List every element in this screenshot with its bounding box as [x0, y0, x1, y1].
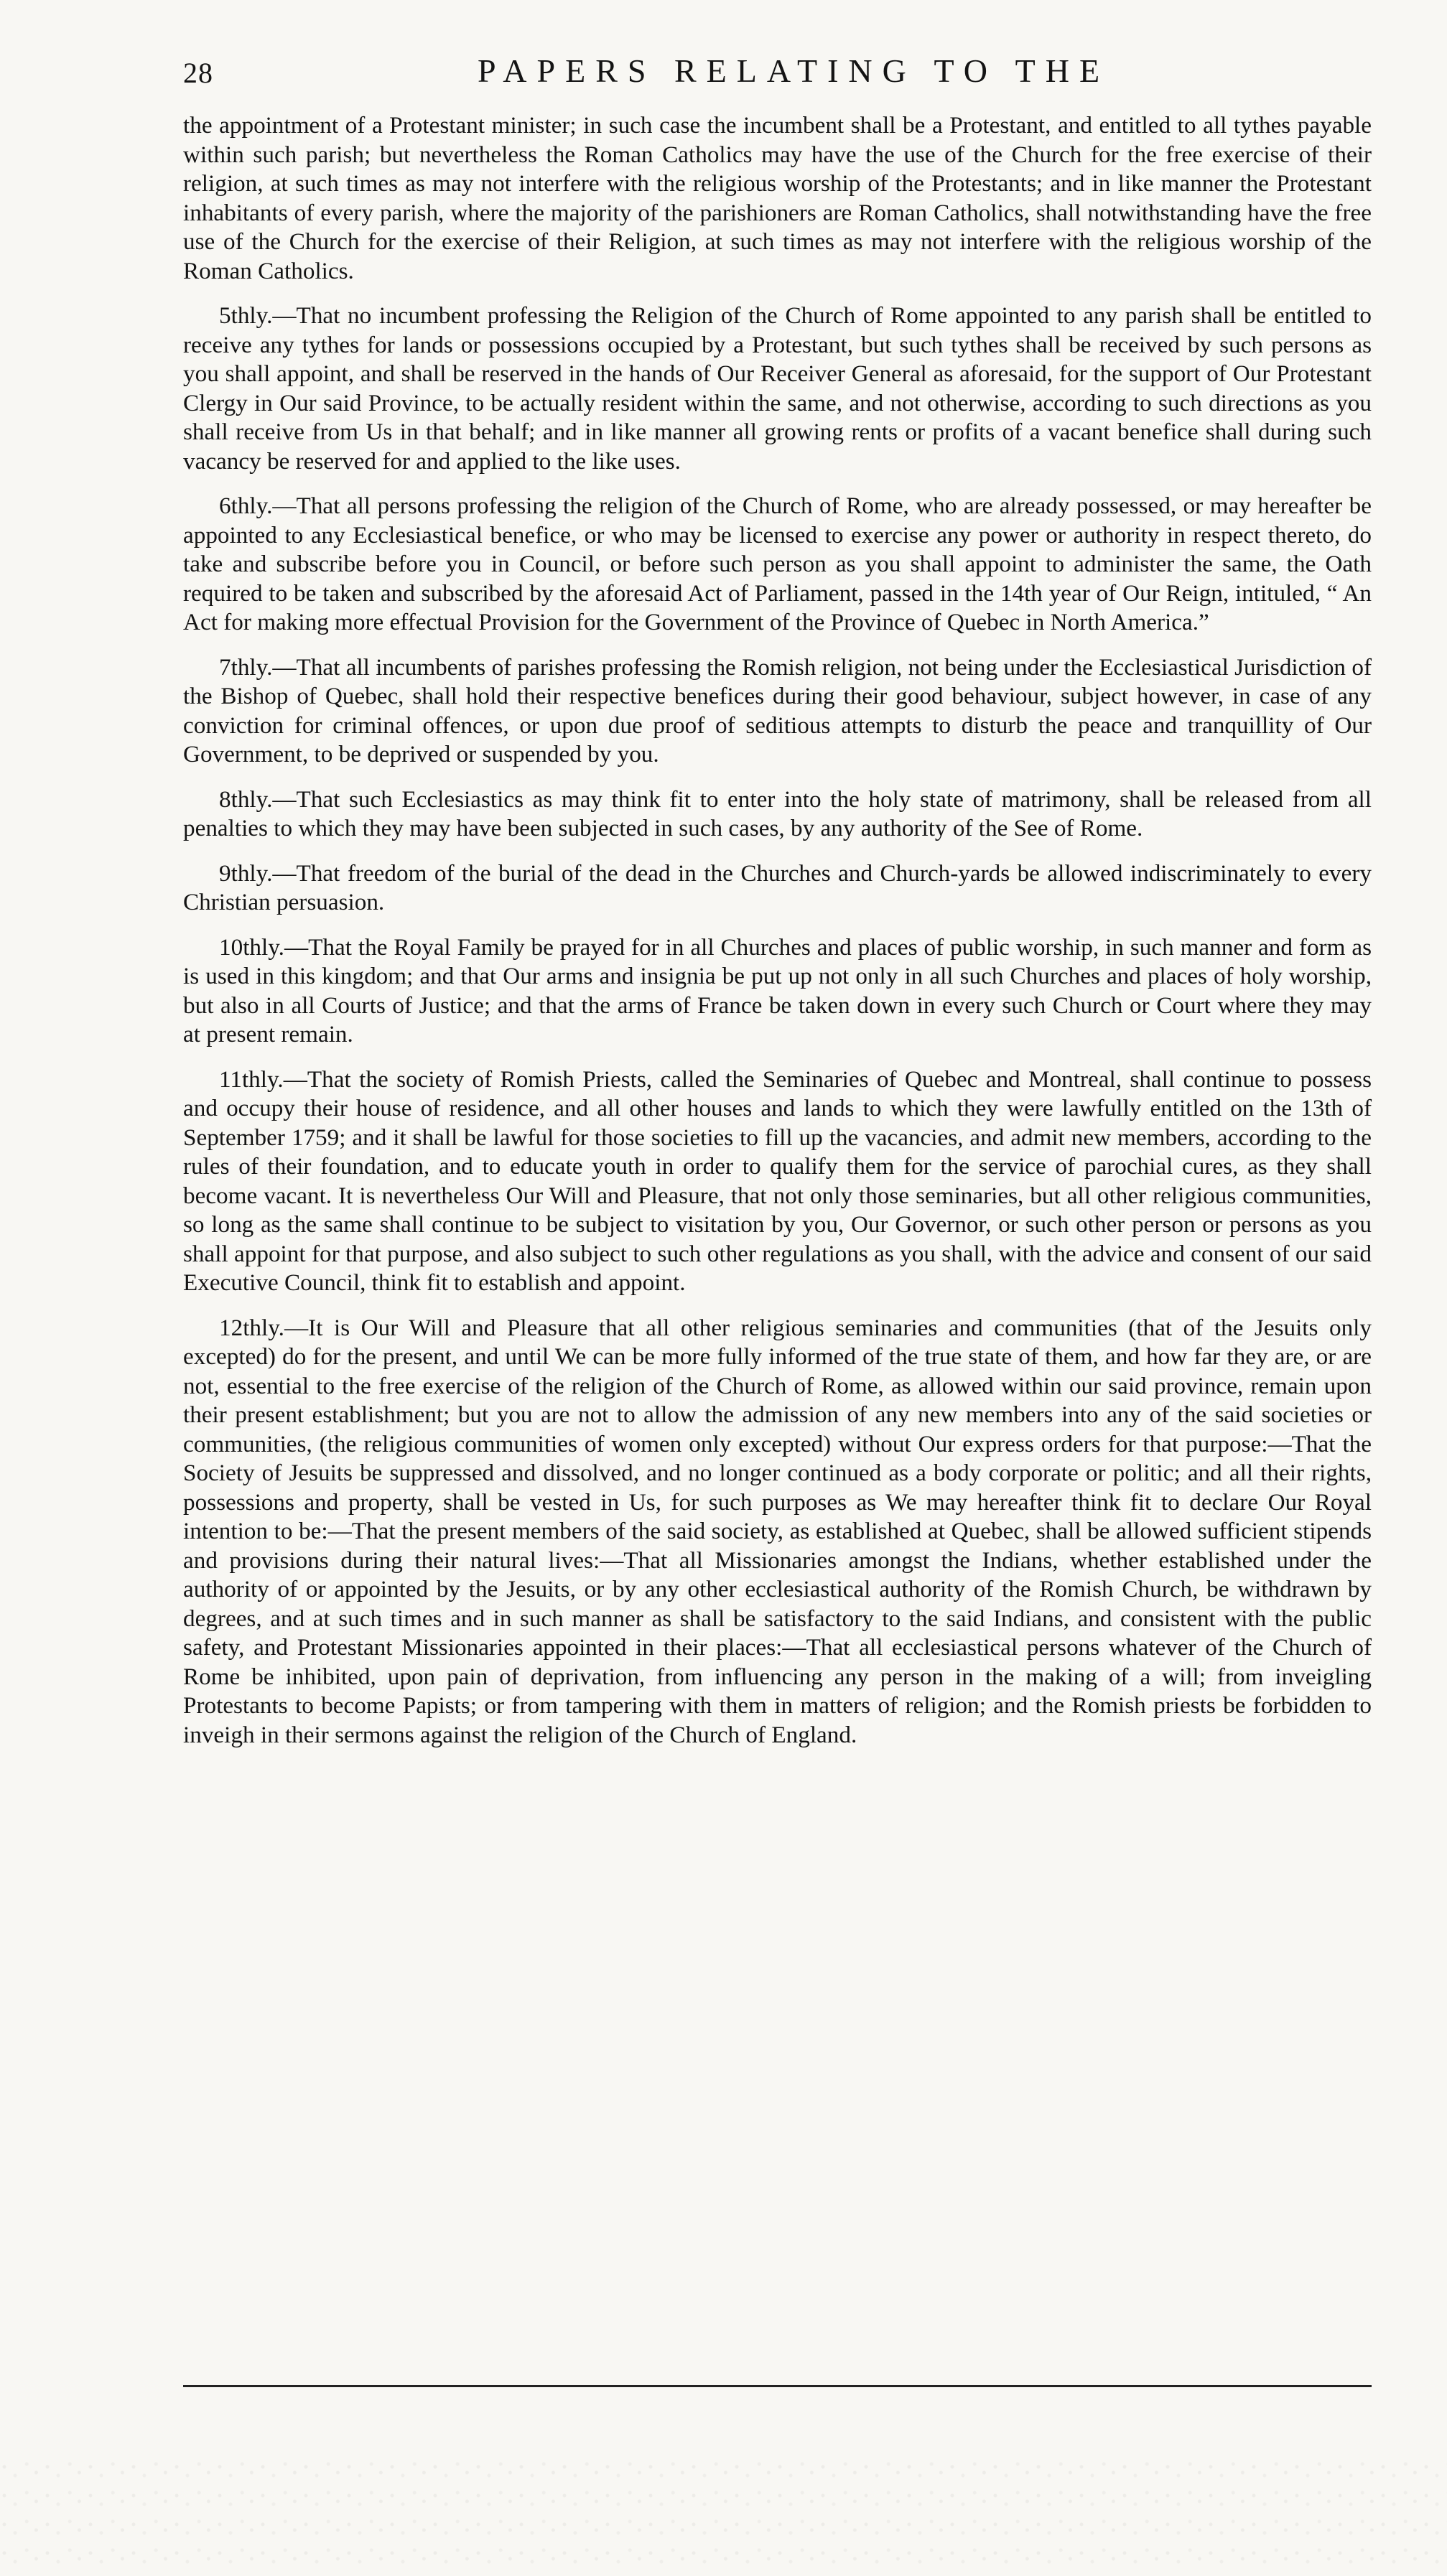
paragraph-7thly: 7thly.—That all incumbents of parishes professing the Romish religion, not being under the Ecclesiastical Jurisdiction of the Bishop of Quebec, shall hold their respective benefices during their good behaviour, subject however, in case of any conviction for criminal offences, or upon due proof of seditious attempts to disturb the peace and tranquillity of Our Government, to be deprived or suspended by you.: [183, 653, 1372, 767]
body-text: [183, 111, 1372, 1765]
paragraph-12thly: 12thly.—It is Our Will and Pleasure that all other religious seminaries and communities (that of the Jesuits only excepted) do for the present, and until We can be more fully informed of the true state of them, and how far they are, or are not, essential to the free exercise of the religion of the Church of Rome, as allowed within our said province, remain upon their present establishment; but you are not to allow the admission of any new members into any of the said societies or communities, (the religious communities of women only excepted) without Our express orders for that purpose:—That the Society of Jesuits be suppressed and dissolved, and no longer continued as a body corporate or politic; and all their rights, possessions and property, shall be vested in Us, for such purposes as We may hereafter think fit to declare Our Royal intention to be:—That the present members of the said society, as established at Quebec, shall be allowed sufficient stipends and provisions during their natural lives:—That all Missionaries amongst the Indians, whether established under the authority of or appointed by the Jesuits, or by any other ecclesiastical authority of the Romish Church, be withdrawn by degrees, and at such times and in such manner as shall be satisfactory to the said Indians, and consistent with the public safety, and Protestant Missionaries appointed in their places:—That all ecclesiastical persons whatever of the Church of Rome be inhibited, upon pain of deprivation, from influencing any person in the making of a will; from inveigling Protestants to become Papists; or from tampering with them in matters of religion; and the Romish priests be forbidden to inveigh in their sermons against the religion of the Church of England.: [183, 1314, 1372, 1748]
paragraph-continuation: the appointment of a Protestant minister; in such case the incumbent shall be a Protestant, and entitled to all tythes payable within such parish; but nevertheless the Roman Catholics may have the use of the Church for the free exercise of their religion, at such times as may not interfere with the religious worship of the Protestants; and in like manner the Protestant inhabitants of every parish, where the majority of the parishioners are Roman Catholics, shall notwithstanding have the free use of the Church for the exercise of their Religion, at such times as may not interfere with the religious worship of the Roman Catholics.: [183, 112, 1372, 284]
page-header: [183, 49, 1375, 106]
paragraph-5thly: 5thly.—That no incumbent professing the Religion of the Church of Rome appointed to any parish shall be entitled to receive any tythes for lands or possessions occupied by a Protestant, but such tythes shall be received by such persons as you shall appoint, and shall be reserved in the hands of Our Receiver General as aforesaid, for the support of Our Protestant Clergy in Our said Province, to be actually resident within the same, and not otherwise, according to such directions as you shall receive from Us in that behalf; and in like manner all growing rents or profits of a vacant benefice shall during such vacancy be reserved for and applied to the like uses.: [183, 302, 1372, 475]
paragraph-10thly: 10thly.—That the Royal Family be prayed for in all Churches and places of public worship, in such manner and form as is used in this kingdom; and that Our arms and insignia be put up not only in all such Churches and places of holy worship, but also in all Courts of Justice; and that the arms of France be taken down in every such Church or Court where they may at present remain.: [183, 933, 1372, 1047]
paragraph-8thly: 8thly.—That such Ecclesiastics as may think fit to enter into the holy state of matrimony, shall be released from all penalties to which they may have been subjected in such cases, by any authority of the See of Rome.: [183, 785, 1372, 841]
paragraph-6thly: 6thly.—That all persons professing the religion of the Church of Rome, who are already possessed, or may hereafter be appointed to any Ecclesiastical benefice, or who may be licensed to exercise any power or authority in respect thereto, do take and subscribe before you in Council, or before such person as you shall appoint to administer the same, the Oath required to be taken and subscribed by the aforesaid Act of Parliament, passed in the 14th year of Our Reign, intituled, “ An Act for making more effectual Provision for the Government of the Province of Quebec in North America.”: [183, 493, 1372, 635]
running-title: PAPERS RELATING TO THE: [477, 52, 1110, 89]
footer-rule: [183, 2385, 1372, 2387]
paragraph-11thly: 11thly.—That the society of Romish Priests, called the Seminaries of Quebec and Montreal, shall continue to possess and occupy their house of residence, and all other houses and lands to which they were lawfully entitled on the 13th of September 1759; and it shall be lawful for those societies to fill up the vacancies, and admit new members, according to the rules of their foundation, and to educate youth in order to qualify them for the service of parochial cures, as they shall become vacant. It is nevertheless Our Will and Pleasure, that not only those seminaries, but all other religious communities, so long as the same shall continue to be subject to visitation by you, Our Governor, or such other person or persons as you shall appoint for that purpose, and also subject to such other regulations as you shall, with the advice and consent of our said Executive Council, think fit to establish and appoint.: [183, 1065, 1372, 1296]
page-number: 28: [183, 57, 213, 89]
paragraph-9thly: 9thly.—That freedom of the burial of the dead in the Churches and Church-yards be allowed indiscriminately to every Christian persuasion.: [183, 859, 1372, 915]
scan-noise: [0, 2455, 1447, 2576]
